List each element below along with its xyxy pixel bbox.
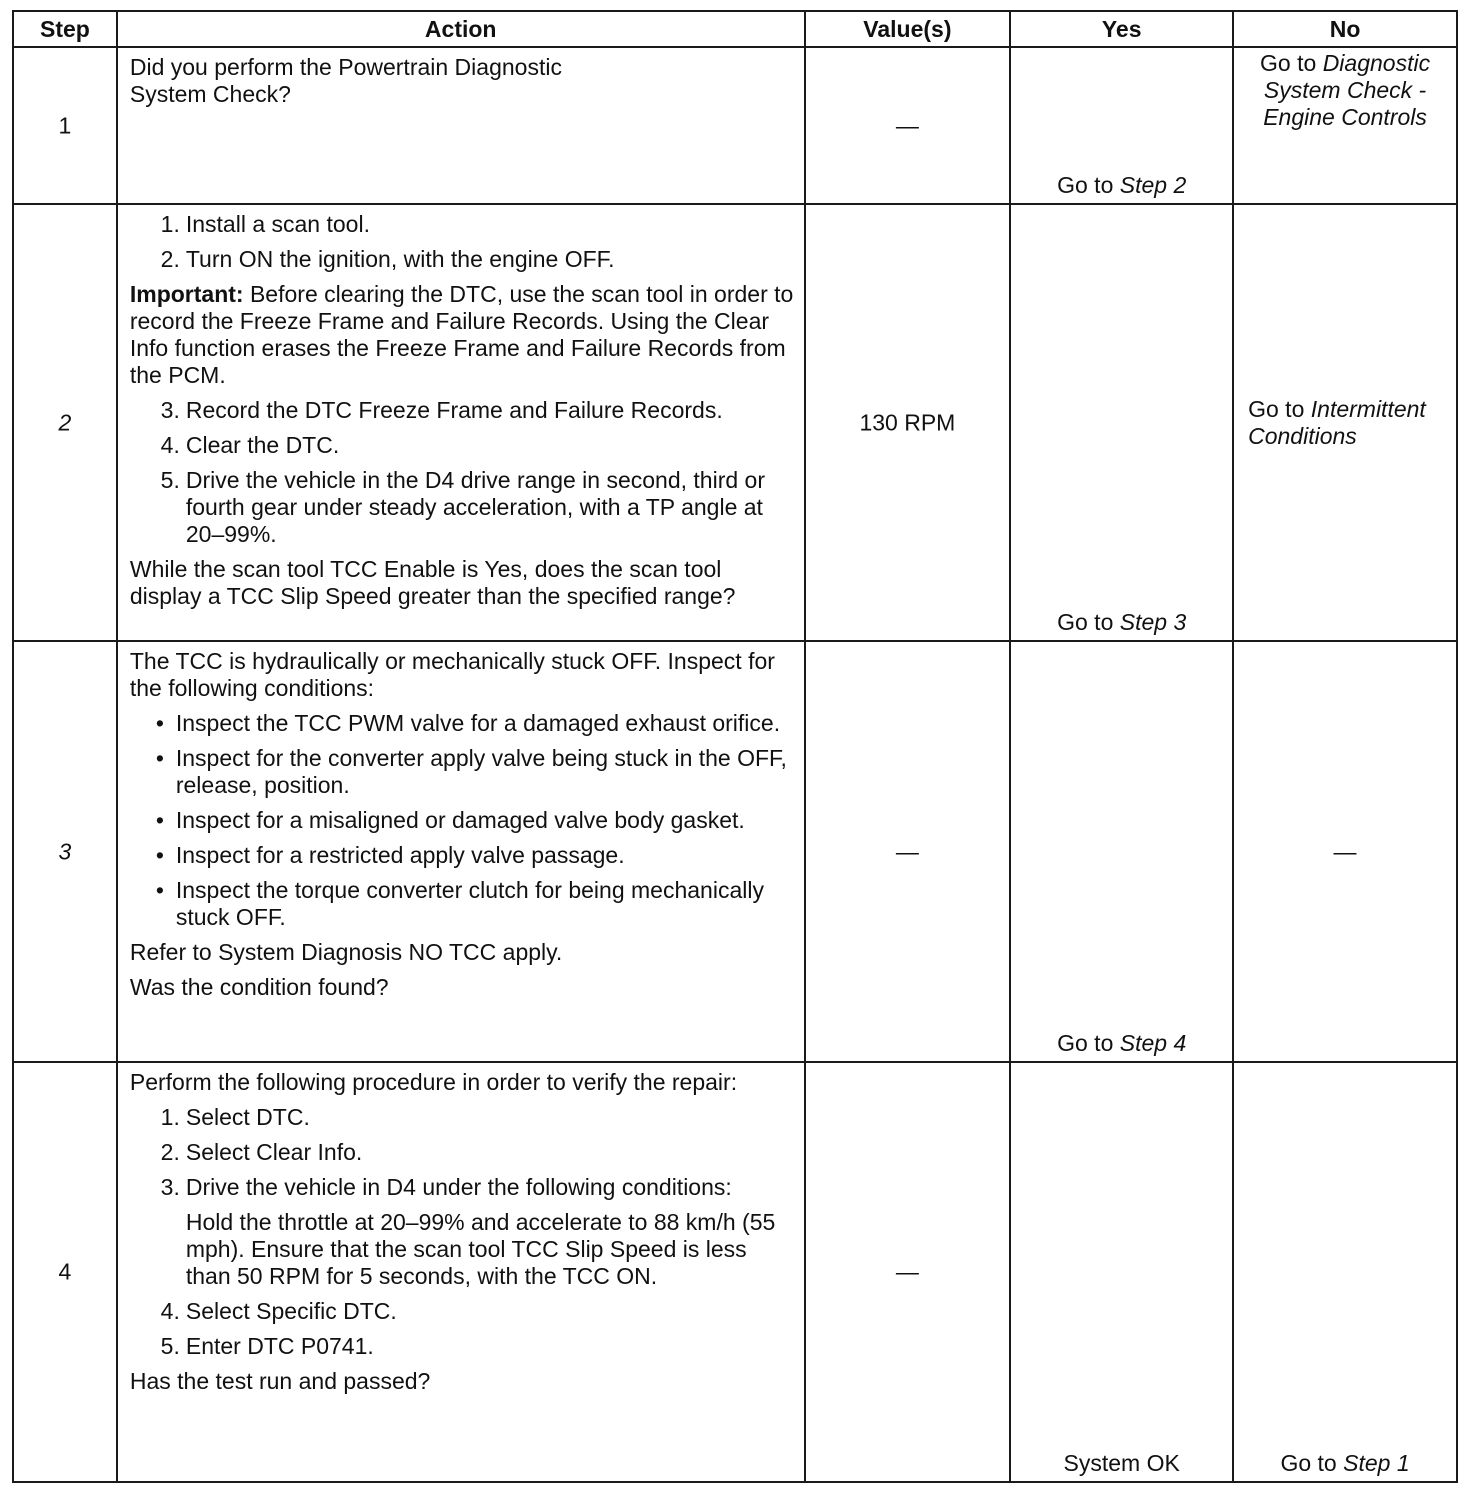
value-text: — [895,112,919,138]
yes-action [1011,609,1232,636]
header-no: No [1233,11,1457,47]
action-question: Has the test run and passed? [129,1368,431,1394]
yes-cell [1010,1062,1233,1482]
step-number-cell [13,204,117,641]
header-row [13,11,1457,47]
step-number: 4 [58,1258,72,1285]
header-yes: Yes [1010,11,1233,47]
yes-action [1011,172,1232,199]
no-action: — [1333,838,1357,864]
procedure-list [130,1298,794,1360]
list-item: 4. Clear the DTC. [160,432,340,458]
yes-action: System OK [1063,1450,1180,1476]
value-cell [805,641,1011,1062]
list-item: 1. Select DTC. [160,1104,310,1130]
step-number: 3 [58,838,72,864]
value-text: 130 RPM [859,409,956,435]
no-cell [1233,204,1457,641]
no-step-link[interactable]: Diagnostic System Check - Engine Controls [1263,50,1431,130]
action-cell [117,204,805,641]
no-step-link[interactable]: Step 1 [1343,1450,1410,1476]
list-item: • Inspect for a misaligned or damaged valve body gasket. [130,807,794,834]
value-cell [805,204,1011,641]
list-item: 2. Select Clear Info. [160,1139,363,1165]
header-step: Step [13,11,117,47]
action-intro: The TCC is hydraulically or mechanically stuck OFF. Inspect for the following conditions: [129,648,775,701]
important-text: Before clearing the DTC, use the scan tool in order to record the Freeze Frame and Failure Records. Using the Clear Info function erases the Freeze Frame and Failure Records from the PCM. [129,281,794,388]
list-item: 1. Install a scan tool. [160,211,370,237]
yes-step-link[interactable]: Step 2 [1119,172,1187,198]
no-action [1234,1450,1456,1477]
value-text: — [895,1258,919,1285]
value-text: — [895,838,919,864]
list-item: • Inspect the torque converter clutch for being mechanically stuck OFF. [130,877,794,931]
action-question: Was the condition found? [129,974,389,1000]
list-item: 5. Drive the vehicle in the D4 drive range in second, third or fourth gear under steady acceleration, with a TP angle at 20–99%. [160,467,765,547]
yes-step-link[interactable]: Step 4 [1119,1030,1187,1056]
no-prefix: Go to [1248,395,1311,422]
action-cell [117,47,805,204]
table-row [13,204,1457,641]
list-item: • Inspect for a restricted apply valve passage. [130,842,794,869]
header-values: Value(s) [805,11,1011,47]
action-cell [117,641,805,1062]
yes-cell [1010,641,1233,1062]
no-cell [1233,641,1457,1062]
step-number-cell [13,641,117,1062]
yes-prefix: Go to [1057,609,1120,635]
no-action [1234,396,1456,450]
refer-note: Refer to System Diagnosis NO TCC apply. [129,939,563,965]
no-prefix: Go to [1280,1450,1344,1476]
list-item: • Inspect for the converter apply valve being stuck in the OFF, release, position. [130,745,794,799]
diagnostic-table [12,10,1458,1483]
procedure-list [130,211,794,273]
yes-cell [1010,47,1233,204]
yes-cell [1010,204,1233,641]
important-note [130,281,794,389]
yes-step-link[interactable]: Step 3 [1119,609,1187,635]
yes-prefix: Go to [1057,172,1120,198]
action-question: Did you perform the Powertrain Diagnostic System Check? [129,54,562,107]
list-item: • Inspect the TCC PWM valve for a damaged exhaust orifice. [130,710,794,737]
list-item: 3. Record the DTC Freeze Frame and Failure Records. [160,397,723,423]
list-item: 2. Turn ON the ignition, with the engine OFF. [160,246,615,272]
action-intro: Perform the following procedure in order to verify the repair: [129,1069,738,1095]
no-step-link[interactable]: Intermittent Conditions [1248,395,1426,449]
step-number-cell [13,47,117,204]
action-question: While the scan tool TCC Enable is Yes, does the scan tool display a TCC Slip Speed greater than the specified range? [129,556,736,609]
no-action [1234,48,1456,131]
no-cell [1233,1062,1457,1482]
list-item: 4. Select Specific DTC. [160,1298,397,1324]
yes-prefix: Go to [1057,1030,1120,1056]
table-row [13,47,1457,204]
list-item: 3. Drive the vehicle in D4 under the following conditions: [160,1174,732,1200]
yes-action [1011,1030,1232,1057]
table-row [13,641,1457,1062]
action-cell [117,1062,805,1482]
value-cell [805,1062,1011,1482]
no-prefix: Go to [1260,50,1323,76]
procedure-list [130,397,794,548]
no-cell [1233,47,1457,204]
condition-paragraph: Hold the throttle at 20–99% and accelerate to 88 km/h (55 mph). Ensure that the scan tool TCC Slip Speed is less than 50 RPM for 5 seconds, with the TCC ON. [185,1209,776,1289]
header-action: Action [117,11,805,47]
inspection-list [130,710,794,931]
important-label: Important: [129,281,244,307]
list-item: 5. Enter DTC P0741. [160,1333,374,1359]
procedure-list [130,1104,794,1201]
value-cell [805,47,1011,204]
step-number: 1 [58,112,72,138]
step-number: 2 [58,409,72,435]
table-row [13,1062,1457,1482]
step-number-cell [13,1062,117,1482]
